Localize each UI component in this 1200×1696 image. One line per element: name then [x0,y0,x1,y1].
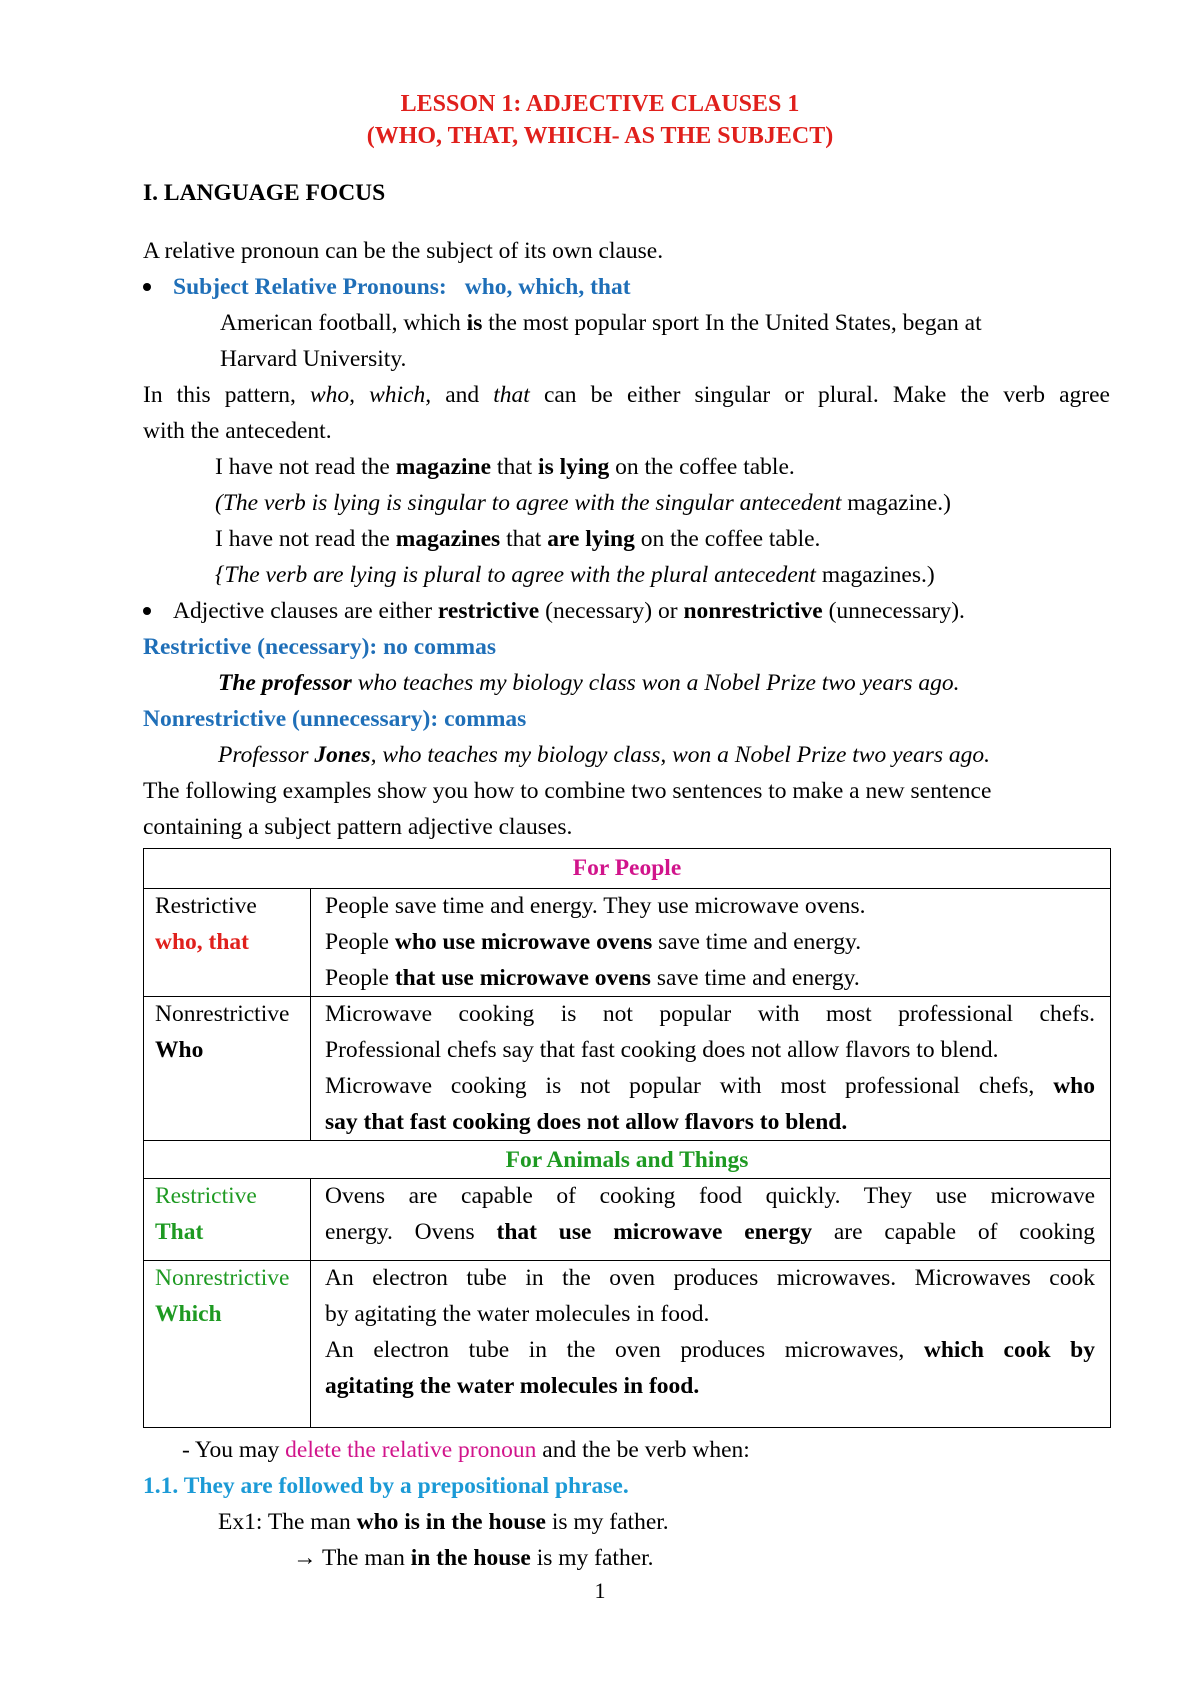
row-label-restrictive-things: Restrictive [155,1183,257,1209]
clause-types-line: Adjective clauses are either restrictive (necessary) or nonrestrictive (unnecessary). [143,593,965,629]
table-row-line: An electron tube in the oven produces microwaves, which cook by [325,1337,1095,1363]
following-line1: The following examples show you how to combine two sentences to make a new sentence [143,778,992,804]
table-header-people: For People [572,855,682,881]
delete-note: - You may delete the relative pronoun and the be verb when: [182,1437,750,1463]
restrictive-example: The professor who teaches my biology class won a Nobel Prize two years ago. [218,670,960,696]
table-row-line: Professional chefs say that fast cooking does not allow flavors to blend. [325,1037,999,1063]
table-row-line: energy. Ovens that use microwave energy are capable of cooking [325,1219,1095,1245]
table-row-line: Microwave cooking is not popular with most professional chefs. [325,1001,1095,1027]
pattern-line1: In this pattern, who, which, and that can be either singular or plural. Make the verb agree [143,382,1110,408]
row-label-that: That [155,1219,204,1245]
table-row-line: People who use microwave ovens save time and energy. [325,929,862,955]
table-row-line: An electron tube in the oven produces microwaves. Microwaves cook [325,1265,1095,1291]
row-label-who: Who [155,1037,204,1063]
football-example-line1: American football, which is the most popular sport In the United States, began at [220,310,982,336]
example-1-result: → The man in the house is my father. [293,1545,654,1571]
lesson-subtitle: (WHO, THAT, WHICH- AS THE SUBJECT) [366,123,834,149]
magazine-sentence-plural: I have not read the magazines that are lying on the coffee table. [215,526,821,552]
table-row-line: Microwave cooking is not popular with most professional chefs, who [325,1073,1095,1099]
following-line2: containing a subject pattern adjective clauses. [143,814,573,840]
lesson-title: LESSON 1: ADJECTIVE CLAUSES 1 [400,91,800,117]
intro-text: A relative pronoun can be the subject of its own clause. [143,238,664,264]
subject-pronouns-line [143,269,631,305]
subject-pronouns-values: who, which, that [464,274,631,300]
subsection-heading: 1.1. They are followed by a prepositional phrase. [143,1473,629,1499]
table-row-line: agitating the water molecules in food. [325,1373,700,1399]
row-label-which: Which [155,1301,222,1327]
table-row-line: People save time and energy. They use microwave ovens. [325,893,866,919]
table-row-line: by agitating the water molecules in food. [325,1301,710,1327]
row-label-nonrestrictive-things: Nonrestrictive [155,1265,290,1291]
example-1: Ex1: The man who is in the house is my father. [218,1509,669,1535]
table-header-things: For Animals and Things [505,1147,749,1173]
table-row-line: People that use microwave ovens save time and energy. [325,965,860,991]
football-example-line2: Harvard University. [220,346,407,372]
table-row-line: say that fast cooking does not allow flavors to blend. [325,1109,848,1135]
magazine-note-plural: {The verb are lying is plural to agree with the plural antecedent magazines.) [215,562,935,588]
subject-pronouns-label: Subject Relative Pronouns: [173,274,447,300]
magazine-sentence-singular: I have not read the magazine that is lying on the coffee table. [215,454,795,480]
bullet-icon [143,607,151,615]
page-number: 1 [594,1578,606,1603]
row-label-restrictive: Restrictive [155,893,257,919]
row-label-nonrestrictive: Nonrestrictive [155,1001,290,1027]
pattern-line2: with the antecedent. [143,418,332,444]
examples-table [143,848,1111,1428]
bullet-icon [143,283,151,291]
section-heading: I. LANGUAGE FOCUS [143,180,386,206]
magazine-note-singular: (The verb is lying is singular to agree with the singular antecedent magazine.) [215,490,951,516]
arrow-icon: → [293,1545,317,1571]
nonrestrictive-example: Professor Jones, who teaches my biology class, won a Nobel Prize two years ago. [218,742,990,768]
restrictive-heading: Restrictive (necessary): no commas [143,634,497,660]
nonrestrictive-heading: Nonrestrictive (unnecessary): commas [143,706,527,732]
table-row-line: Ovens are capable of cooking food quickly. They use microwave [325,1183,1095,1209]
row-label-who-that: who, that [155,929,250,955]
